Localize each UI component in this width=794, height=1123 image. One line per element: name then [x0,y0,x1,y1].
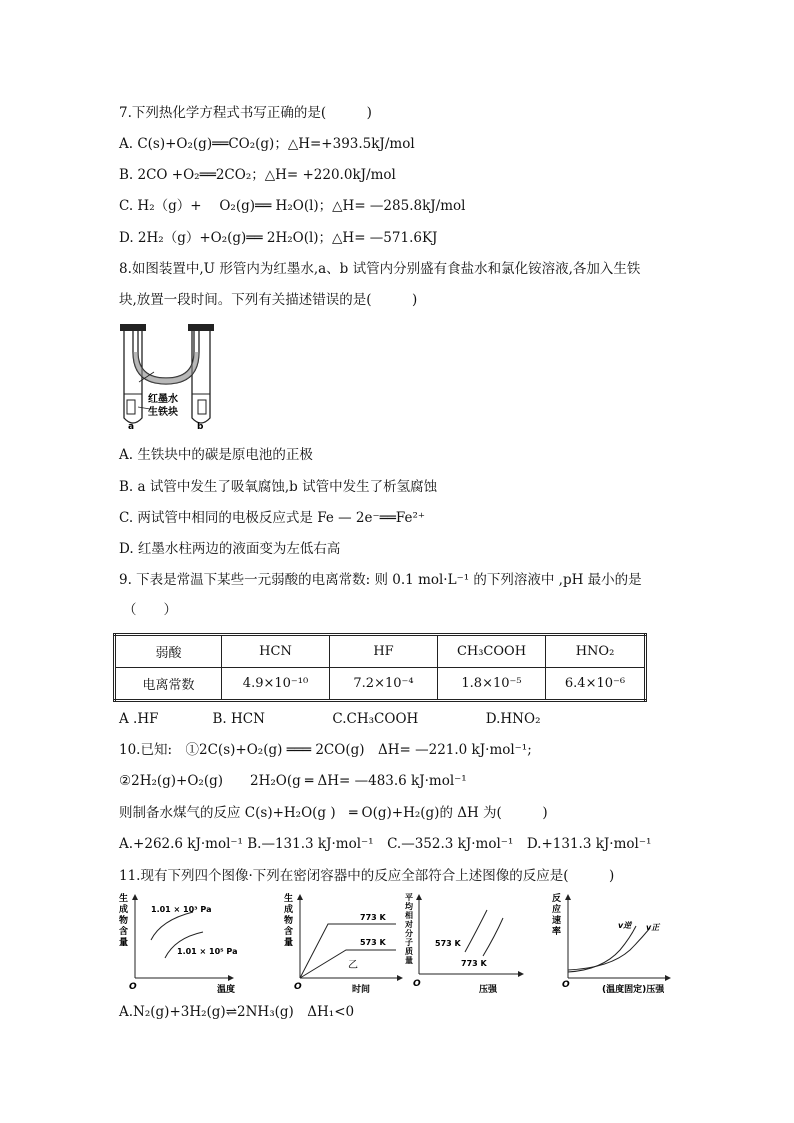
curve-label: 573 K [360,938,386,947]
table-cell: 6.4×10⁻⁶ [546,668,646,701]
table-cell: 1.8×10⁻⁵ [438,668,546,701]
origin-label: O [294,982,302,992]
q7-option-b: B. 2CO +O₂══2CO₂；△H= +220.0kJ/mol [119,167,396,183]
axis-label-char: 分 [405,929,413,938]
x-axis-label: 压强 [479,985,498,995]
axis-label-char: 量 [405,956,413,965]
q8-option-d: D. 红墨水柱两边的液面变为左低右高 [119,541,341,557]
q10-line3: 则制备水煤气的反应 C(s)+H₂O(g ) ═ O(g)+H₂(g)的 ΔH 为( ) [119,805,548,821]
q7-option-c: C. H₂（g）+ O₂(g)══ H₂O(l)；△H= —285.8kJ/mol [119,198,466,214]
axis-label-char: 含 [119,927,129,937]
u-tube-apparatus-figure [114,322,214,432]
axis-label-char: 成 [284,905,294,915]
axis-label-char: 平 [405,893,413,902]
q8-stem-line2: 块,放置一段时间。下列有关描述错误的是( ) [119,292,418,308]
label-red-ink: 红墨水 [148,394,178,405]
graph-2 [282,890,407,995]
axis-label-char: 均 [405,902,413,911]
q9-stem-line1: 9. 下表是常温下某些一元弱酸的电离常数: 则 0.1 mol·L⁻¹ 的下列溶液中 ,pH 最小的是 [119,572,642,588]
axis-label-char: 速 [552,916,562,926]
table-row [115,668,646,701]
label-tube-b: b [197,422,204,432]
table-cell: 7.2×10⁻⁴ [330,668,438,701]
graph-1 [113,890,238,995]
curve-label: 773 K [461,959,487,968]
origin-label: O [129,982,137,992]
q7-option-d: D. 2H₂（g）+O₂(g)══ 2H₂O(l)；△H= —571.6KJ [119,230,438,246]
origin-label: O [562,980,570,990]
x-axis-label: (温度固定)压强 [602,985,665,995]
axis-label-char: 量 [284,938,294,948]
q8-option-a: A. 生铁块中的碳是原电池的正极 [119,447,313,463]
q9-options: A .HF B. HCN C.CH₃COOH D.HNO₂ [119,711,541,727]
q9-stem-line2: （ ） [123,602,177,618]
table-cell: HCN [222,635,330,668]
table-cell: 电离常数 [115,668,222,701]
curve-label: 1.01 × 10³ Pa [151,905,212,914]
label-tube-a: a [128,422,135,432]
curve-label: v正 [646,923,660,932]
label-iron-block: 生铁块 [148,407,178,418]
q8-option-b: B. a 试管中发生了吸氧腐蚀,b 试管中发生了析氢腐蚀 [119,479,438,495]
q10-line2: ②2H₂(g)+O₂(g) 2H₂O(g ═ ΔH= —483.6 kJ·mol⁻¹ [119,773,467,789]
acid-constant-table [113,633,647,702]
axis-label-char: 对 [405,920,413,929]
curve-label: v逆 [618,921,632,930]
axis-label-char: 成 [119,905,129,915]
table-cell: CH₃COOH [438,635,546,668]
origin-label: O [413,979,421,989]
q7-stem: 7.下列热化学方程式书写正确的是( ) [119,105,372,121]
axis-label-char: 含 [284,927,294,937]
graph-tag: 乙 [348,960,358,971]
q10-options: A.+262.6 kJ·mol⁻¹ B.—131.3 kJ·mol⁻¹ C.—352.3 kJ·mol⁻¹ D.+131.3 kJ·mol⁻¹ [119,836,652,852]
curve-label: 773 K [360,913,386,922]
axis-label-char: 应 [552,905,562,915]
q10-line1: 10.已知: ①2C(s)+O₂(g) ═══ 2CO(g) ΔH= —221.0 kJ·mol⁻¹; [119,742,532,758]
axis-label-char: 相 [405,911,413,920]
q8-option-c: C. 两试管中相同的电极反应式是 Fe — 2e⁻══Fe²⁺ [119,510,426,526]
curve-label: 1.01 × 10⁵ Pa [177,947,238,956]
axis-label-char: 质 [405,947,413,956]
x-axis-label: 温度 [217,985,236,995]
q11-option-a: A.N₂(g)+3H₂(g)⇌2NH₃(g) ΔH₁<0 [119,1004,355,1020]
table-cell: 弱酸 [115,635,222,668]
q7-option-a: A. C(s)+O₂(g)══CO₂(g)；△H=+393.5kJ/mol [119,136,415,152]
q11-stem: 11.现有下列四个图像·下列在密闭容器中的反应全部符合上述图像的反应是( ) [119,868,615,884]
graph-3 [403,890,528,995]
axis-label-char: 量 [119,938,129,948]
axis-label-char: 物 [284,916,294,926]
axis-label-char: 生 [119,894,129,904]
table-cell: HNO₂ [546,635,646,668]
axis-label-char: 子 [405,938,413,947]
axis-label-char: 率 [552,927,562,937]
q8-stem-line1: 8.如图装置中,U 形管内为红墨水,a、b 试管内分别盛有食盐水和氯化铵溶液,各加入生铁 [119,261,641,277]
curve-label: 573 K [435,939,461,948]
axis-label-char: 生 [284,894,294,904]
table-row [115,635,646,668]
graph-4 [550,890,675,995]
axis-label-char: 物 [119,916,129,926]
table-cell: HF [330,635,438,668]
x-axis-label: 时间 [352,985,371,995]
axis-label-char: 反 [552,894,562,904]
table-cell: 4.9×10⁻¹⁰ [222,668,330,701]
